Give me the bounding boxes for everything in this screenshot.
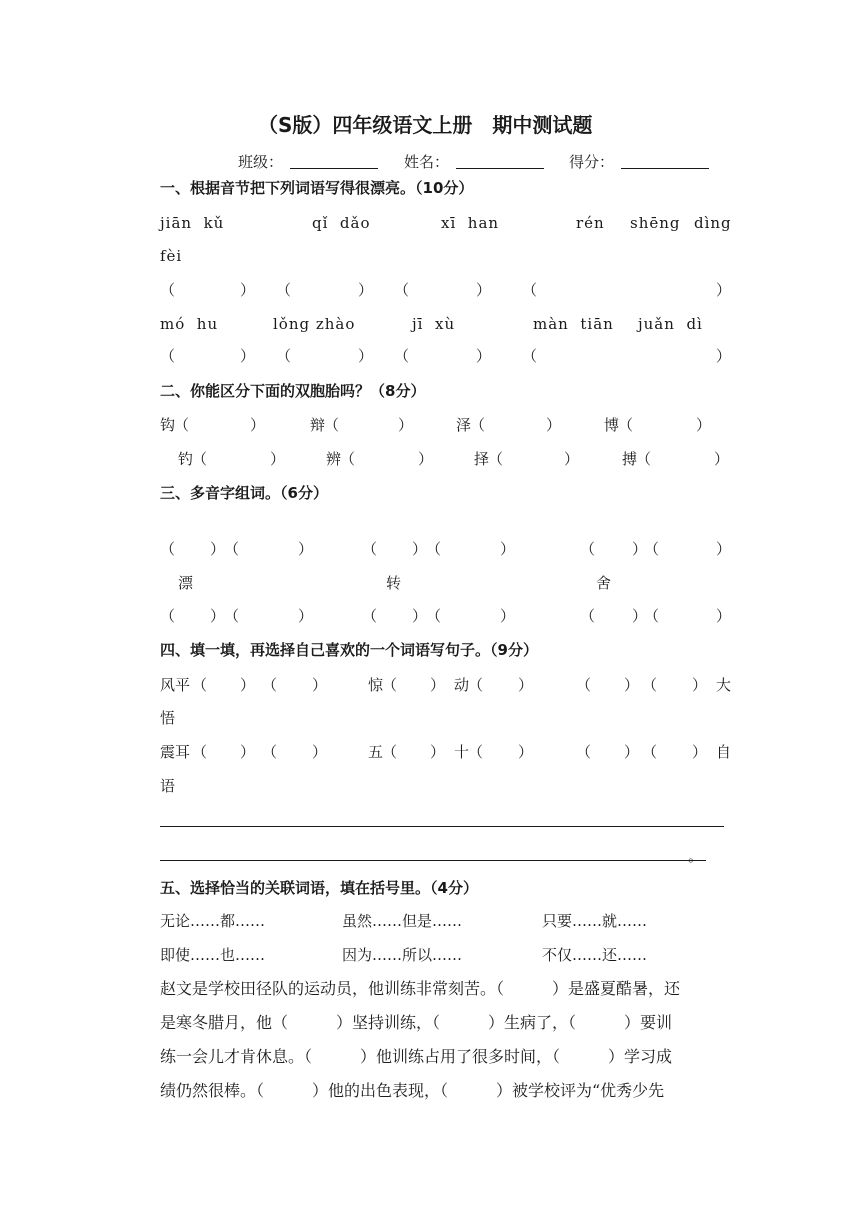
passage-line: 是寒冬腊月，他（ ）坚持训练，（ ）生病了，（ ）要训 [160,1013,673,1032]
idiom-part: 动 [454,676,470,694]
answer-paren-open: （ [636,450,652,468]
answer-paren-open: （ [362,607,378,625]
answer-paren-open: （ [224,540,240,558]
answer-paren-open: （ [262,676,278,694]
conjunction-option: 无论……都…… [160,912,266,930]
answer-paren-close: ） [624,743,640,761]
answer-paren-open: （ [160,540,176,558]
answer-paren-open: （ [642,743,658,761]
answer-paren-open: （ [382,676,398,694]
pinyin: qǐ dǎo [312,214,371,232]
idiom-part: 震耳 [160,743,191,761]
answer-paren-open: （ [470,416,486,434]
conjunction-option: 虽然……但是…… [342,912,463,930]
answer-paren-close: ） [210,607,226,625]
pinyin: shēng [630,214,681,232]
pinyin: jī xù [412,315,456,333]
answer-paren-close: ） [564,450,580,468]
polyphone-char: 转 [386,574,402,592]
answer-paren-open: （ [618,416,634,434]
page-title: （S版）四年级语文上册 期中测试题 [258,113,593,137]
answer-paren-close: ） [692,743,708,761]
answer-paren-close: ） [500,607,516,625]
answer-paren-open: （ [394,281,410,299]
passage-line: 练一会儿才肯休息。（ ）他训练占用了很多时间，（ ）学习成 [160,1047,673,1066]
answer-paren-open: （ [644,540,660,558]
char: 择 [474,450,490,468]
answer-paren-close: ） [716,607,732,625]
answer-paren-close: ） [714,450,730,468]
answer-paren-close: ） [624,676,640,694]
answer-paren-close: ） [430,676,446,694]
answer-paren-open: （ [262,743,278,761]
answer-paren-open: （ [522,347,538,365]
answer-paren-close: ） [240,281,256,299]
answer-paren-close: ） [240,743,256,761]
char: 钩 [160,416,176,434]
answer-paren-close: ） [358,347,374,365]
answer-paren-open: （ [224,607,240,625]
sentence-line [160,826,724,827]
conjunction-option: 即使……也…… [160,946,266,964]
answer-paren-open: （ [362,540,378,558]
answer-paren-open: （ [394,347,410,365]
answer-paren-open: （ [340,450,356,468]
answer-paren-close: ） [270,450,286,468]
name-blank [456,168,544,169]
answer-paren-close: ） [418,450,434,468]
answer-paren-close: ） [696,416,712,434]
answer-paren-close: ） [240,347,256,365]
pinyin: mó hu [160,315,219,333]
answer-paren-open: （ [576,743,592,761]
score-blank [621,168,709,169]
pinyin: rén [576,214,605,232]
answer-paren-open: （ [576,676,592,694]
answer-paren-open: （ [192,676,208,694]
pinyin: lǒng zhào [273,315,356,333]
answer-paren-close: ） [312,743,328,761]
answer-paren-open: （ [276,281,292,299]
answer-paren-close: ） [518,676,534,694]
answer-paren-close: ） [312,676,328,694]
answer-paren-close: ） [476,347,492,365]
polyphone-char: 舍 [596,574,612,592]
answer-paren-close: ） [632,607,648,625]
answer-paren-close: ） [398,416,414,434]
idiom-part: 风平 [160,676,191,694]
passage-line: 赵文是学校田径队的运动员，他训练非常刻苦。（ ）是盛夏酷暑，还 [160,979,681,998]
answer-paren-open: （ [644,607,660,625]
name-label: 姓名： [404,153,450,171]
answer-paren-close: ） [692,676,708,694]
pinyin: jiān kǔ [160,214,225,232]
pinyin: juǎn dì [638,315,703,333]
class-label: 班级： [238,153,284,171]
answer-paren-open: （ [324,416,340,434]
char: 辨 [326,450,342,468]
answer-paren-close: ） [518,743,534,761]
char: 泽 [456,416,472,434]
pinyin: xī han [441,214,500,232]
answer-paren-close: ） [476,281,492,299]
answer-paren-close: ） [430,743,446,761]
section-2-heading: 二、你能区分下面的双胞胎吗？（8分） [160,382,426,400]
pinyin: màn tiān [533,315,614,333]
passage-line: 绩仍然很棒。（ ）他的出色表现，（ ）被学校评为“优秀少先 [160,1081,665,1100]
conjunction-option: 只要……就…… [542,912,648,930]
answer-paren-close: ） [298,607,314,625]
answer-paren-close: ） [546,416,562,434]
answer-paren-close: ） [716,347,732,365]
answer-paren-close: ） [716,540,732,558]
class-blank [290,168,378,169]
pinyin: fèi [160,247,183,265]
answer-paren-close: ） [716,281,732,299]
answer-paren-open: （ [160,607,176,625]
idiom-part: 五 [368,743,384,761]
section-5-heading: 五、选择恰当的关联词语，填在括号里。（4分） [160,879,478,897]
section-4-heading: 四、填一填，再选择自己喜欢的一个词语写句子。（9分） [160,641,538,659]
char: 钓 [178,450,194,468]
answer-paren-close: ） [412,540,428,558]
answer-paren-close: ） [632,540,648,558]
idiom-part: 十 [454,743,470,761]
answer-paren-open: （ [426,607,442,625]
idiom-part: 自 [716,743,732,761]
idiom-part: 大 [716,676,732,694]
char: 辩 [310,416,326,434]
char: 博 [604,416,620,434]
idiom-part: 悟 [160,709,176,727]
idiom-part: 惊 [368,676,384,694]
answer-paren-open: （ [192,450,208,468]
conjunction-option: 不仅……还…… [542,946,648,964]
char: 搏 [622,450,638,468]
answer-paren-open: （ [192,743,208,761]
section-3-heading: 三、多音字组词。（6分） [160,484,328,502]
sentence-period: 。 [688,847,704,865]
answer-paren-close: ） [298,540,314,558]
answer-paren-open: （ [580,607,596,625]
polyphone-char: 漂 [178,574,194,592]
idiom-part: 语 [160,777,176,795]
score-label: 得分： [569,153,615,171]
answer-paren-close: ） [412,607,428,625]
answer-paren-open: （ [426,540,442,558]
answer-paren-open: （ [580,540,596,558]
answer-paren-open: （ [522,281,538,299]
answer-paren-open: （ [382,743,398,761]
answer-paren-open: （ [160,347,176,365]
answer-paren-close: ） [240,676,256,694]
answer-paren-close: ） [250,416,266,434]
answer-paren-open: （ [174,416,190,434]
answer-paren-close: ） [358,281,374,299]
answer-paren-open: （ [276,347,292,365]
answer-paren-close: ） [210,540,226,558]
section-1-heading: 一、根据音节把下列词语写得很漂亮。（10分） [160,179,474,197]
answer-paren-open: （ [642,676,658,694]
sentence-line [160,860,706,861]
answer-paren-open: （ [468,676,484,694]
answer-paren-close: ） [500,540,516,558]
conjunction-option: 因为……所以…… [342,946,463,964]
answer-paren-open: （ [468,743,484,761]
answer-paren-open: （ [488,450,504,468]
pinyin: dìng [694,214,732,232]
answer-paren-open: （ [160,281,176,299]
